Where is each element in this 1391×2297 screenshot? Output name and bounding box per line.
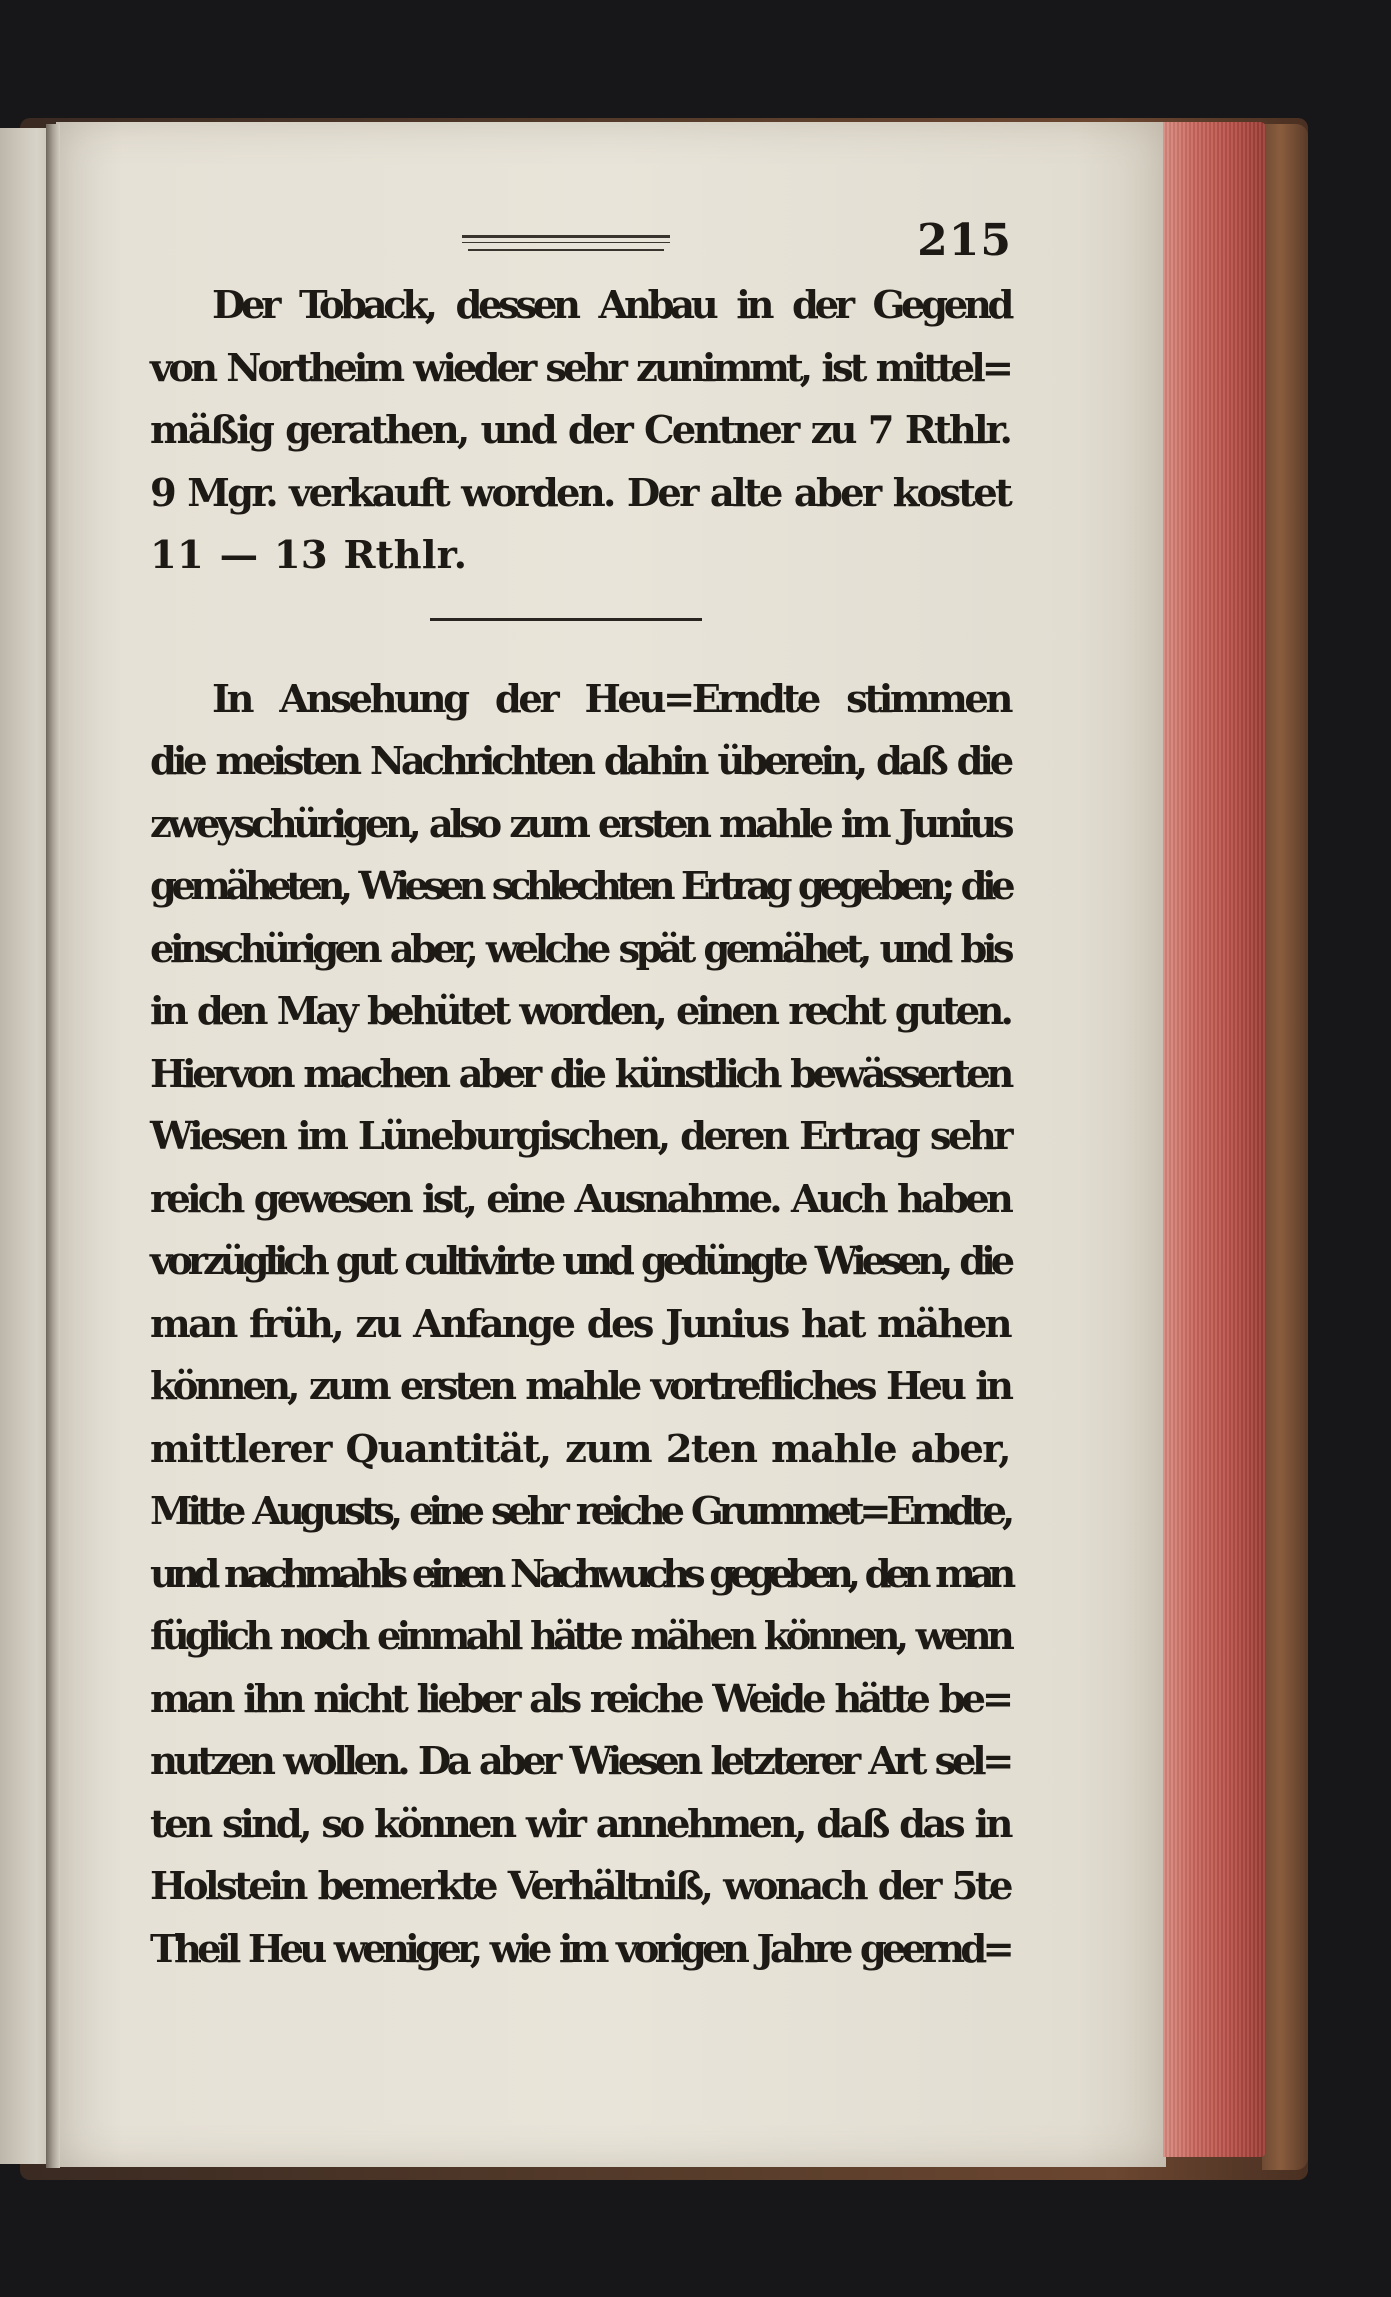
text-line: von Northeim wieder sehr zunimmt, ist mittel=	[150, 345, 1010, 391]
text-line: 9 Mgr. verkauft worden. Der alte aber kostet	[150, 470, 1010, 516]
header-rule-thin	[468, 249, 664, 251]
text-line: mittlerer Quantität, zum 2ten mahle aber,	[150, 1426, 1010, 1472]
text-line: Theil Heu weniger, wie im vorigen Jahre geernd=	[150, 1926, 1010, 1972]
paragraph-tobacco	[150, 275, 1010, 588]
cover-edge	[1262, 124, 1308, 2170]
text-line: ten sind, so können wir annehmen, daß das in	[150, 1801, 1010, 1847]
page-header	[150, 215, 1010, 275]
text-line: zweyschürigen, also zum ersten mahle im Junius	[150, 801, 1010, 847]
text-line: Holstein bemerkte Verhältniß, wonach der 5te	[150, 1864, 1010, 1909]
red-page-edges	[1163, 122, 1266, 2157]
text-line: vorzüglich gut cultivirte und gedüngte Wiesen, die	[150, 1239, 1010, 1284]
text-line: Der Toback, dessen Anbau in der Gegend	[212, 283, 1010, 328]
paragraph-hay-harvest	[150, 669, 1010, 1982]
text-line: Hiervon machen aber die künstlich bewässerten	[150, 1051, 1010, 1097]
header-rule	[462, 235, 670, 243]
text-line: können, zum ersten mahle vortrefliches Heu in	[150, 1364, 1010, 1409]
text-line: Wiesen im Lüneburgischen, deren Ertrag sehr	[150, 1114, 1010, 1159]
text-line: in den May behütet worden, einen recht guten.	[150, 989, 1010, 1034]
text-line: man früh, zu Anfange des Junius hat mähen	[150, 1301, 1010, 1347]
text-line: mäßig gerathen, und der Centner zu 7 Rthlr.	[150, 408, 1010, 453]
text-line: In Ansehung der Heu=Erndte stimmen	[212, 676, 1010, 722]
text-line: die meisten Nachrichten dahin überein, daß die	[150, 739, 1010, 784]
text-line: nutzen wollen. Da aber Wiesen letzterer Art sel=	[150, 1739, 1010, 1784]
section-divider	[430, 618, 702, 621]
text-line: Mitte Augusts, eine sehr reiche Grummet=Erndte,	[150, 1489, 1010, 1534]
text-line: man ihn nicht lieber als reiche Weide hätte be=	[150, 1676, 1010, 1722]
text-line: reich gewesen ist, eine Ausnahme. Auch haben	[150, 1176, 1010, 1222]
book-gutter	[46, 124, 60, 2168]
text-line: 11 — 13 Rthlr.	[150, 533, 468, 578]
page-number: 215	[917, 215, 1012, 266]
page-text	[150, 215, 1010, 1981]
text-line: und nachmahls einen Nachwuchs gegeben, den man	[150, 1551, 1010, 1597]
text-line: einschürigen aber, welche spät gemähet, und bis	[150, 926, 1010, 972]
text-line: füglich noch einmahl hätte mähen können, wenn	[150, 1614, 1010, 1659]
text-line: gemäheten, Wiesen schlechten Ertrag gegeben; die	[150, 864, 1010, 909]
left-page-edge	[0, 128, 52, 2164]
